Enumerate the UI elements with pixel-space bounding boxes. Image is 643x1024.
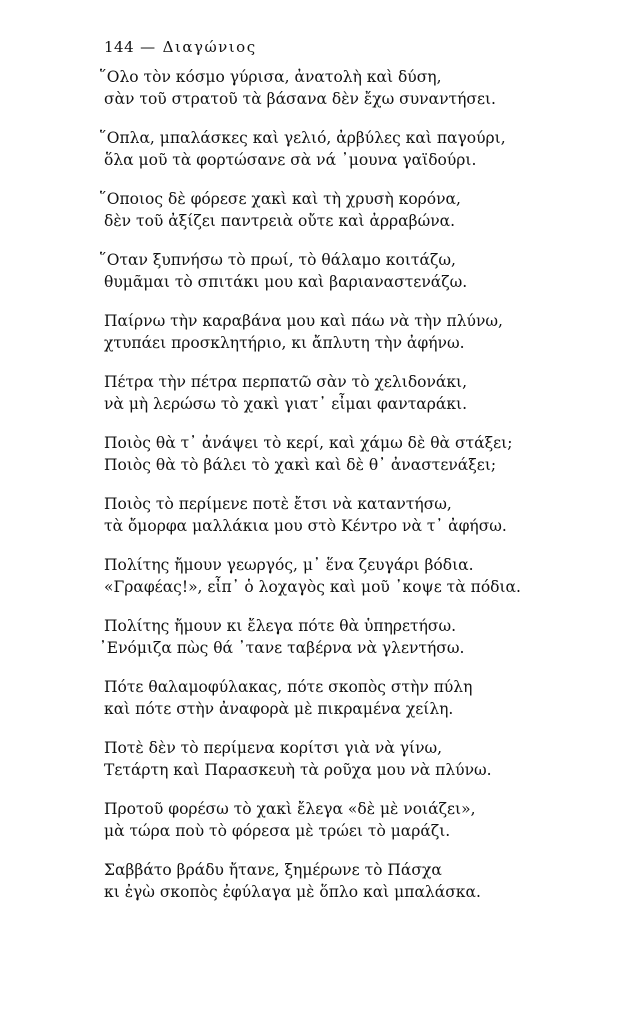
verse-line: Σαββάτο βράδυ ἤτανε, ξημέρωνε τὸ Πάσχα	[104, 861, 442, 879]
stanza-3	[99, 188, 524, 249]
verse-line: καὶ πότε στὴν ἀναφορὰ μὲ πικραμένα χείλη.	[104, 700, 454, 718]
verse-line: «Γραφέας!», εἶπ᾽ ὁ λοχαγὸς καὶ μοῦ ᾽κοψε τὰ πόδια.	[104, 578, 521, 596]
verse-line: κι ἐγὼ σκοπὸς ἐφύλαγα μὲ ὅπλο καὶ μπαλάσκα.	[104, 883, 481, 901]
verse-line: Πολίτης ἤμουν γεωργός, μ᾽ ἕνα ζευγάρι βόδια.	[104, 556, 474, 574]
stanza-2	[99, 127, 524, 188]
verse-line: μὰ τώρα ποὺ τὸ φόρεσα μὲ τρώει τὸ μαράζι.	[104, 822, 451, 840]
verse-line: ῞Οπλα, μπαλάσκες καὶ γελιό, ἀρβύλες καὶ παγούρι,	[99, 129, 506, 147]
stanza-9	[104, 554, 524, 615]
stanza-6	[104, 371, 524, 432]
verse-line: ῞Οποιος δὲ φόρεσε χακὶ καὶ τὴ χρυσὴ κορόνα,	[99, 190, 461, 208]
stanza-12	[104, 737, 524, 798]
verse-line: Τετάρτη καὶ Παρασκευὴ τὰ ροῦχα μου νὰ πλύνω.	[104, 761, 492, 779]
verse-line: ᾽Ενόμιζα πὼς θά ᾽τανε ταβέρνα νὰ γλεντήσω.	[99, 639, 465, 657]
verse-line: τὰ ὄμορφα μαλλάκια μου στὸ Κέντρο νὰ τ᾽ ἀφήσω.	[104, 517, 507, 535]
verse-line: δὲν τοῦ ἀξίζει παντρειὰ οὔτε καὶ ἀρραβώνα.	[104, 212, 456, 230]
verse-line: Προτοῦ φορέσω τὸ χακὶ ἔλεγα «δὲ μὲ νοιάζει»,	[104, 800, 476, 818]
verse-line: σὰν τοῦ στρατοῦ τὰ βάσανα δὲν ἔχω συναντήσει.	[104, 90, 496, 108]
stanza-10	[99, 615, 524, 676]
verse-line: ῞Ολο τὸν κόσμο γύρισα, ἀνατολὴ καὶ δύση,	[99, 68, 442, 86]
stanza-4	[99, 249, 524, 310]
verse-line: Πολίτης ἤμουν κι ἔλεγα πότε θὰ ὑπηρετήσω.	[104, 617, 457, 635]
verse-line: νὰ μὴ λερώσω τὸ χακὶ γιατ᾽ εἶμαι φανταράκι.	[104, 395, 468, 413]
verse-line: Πότε θαλαμοφύλακας, πότε σκοπὸς στὴν πύλη	[104, 678, 473, 696]
verse-line: Παίρνω τὴν καραβάνα μου καὶ πάω νὰ τὴν πλύνω,	[104, 312, 503, 330]
verse-line: ὅλα μοῦ τὰ φορτώσανε σὰ νά ᾽μουνα γαϊδούρι.	[104, 151, 477, 169]
stanza-5	[104, 310, 524, 371]
verse-line: Ποτὲ δὲν τὸ περίμενα κορίτσι γιὰ νὰ γίνω,	[104, 739, 443, 757]
verse-line: Ποιὸς τὸ περίμενε ποτὲ ἔτσι νὰ καταντήσω,	[104, 495, 452, 513]
verse-line: Πέτρα τὴν πέτρα περπατῶ σὰν τὸ χελιδονάκι,	[104, 373, 468, 391]
verse-line: θυμᾶμαι τὸ σπιτάκι μου καὶ βαριαναστενάζω.	[104, 273, 468, 291]
running-head	[104, 38, 257, 56]
stanza-1	[99, 66, 524, 127]
stanza-14	[104, 859, 524, 920]
verse-line: Ποιὸς θὰ τὸ βάλει τὸ χακὶ καὶ δὲ θ᾽ ἀναστενάξει;	[104, 456, 497, 474]
verse-line: Ποιὸς θὰ τ᾽ ἀνάψει τὸ κερί, καὶ χάμω δὲ θὰ στάξει;	[104, 434, 513, 452]
stanza-7	[104, 432, 524, 493]
running-head-title: Διαγώνιος	[162, 38, 257, 56]
page-number: 144	[104, 38, 135, 56]
stanza-11	[104, 676, 524, 737]
stanza-13	[104, 798, 524, 859]
running-head-dash: —	[140, 38, 157, 56]
verse-line: ῞Οταν ξυπνήσω τὸ πρωί, τὸ θάλαμο κοιτάζω,	[99, 251, 456, 269]
verse-line: χτυπάει προσκλητήριο, κι ἄπλυτη τὴν ἀφήνω.	[104, 334, 465, 352]
stanza-8	[104, 493, 524, 554]
poem	[99, 66, 524, 920]
